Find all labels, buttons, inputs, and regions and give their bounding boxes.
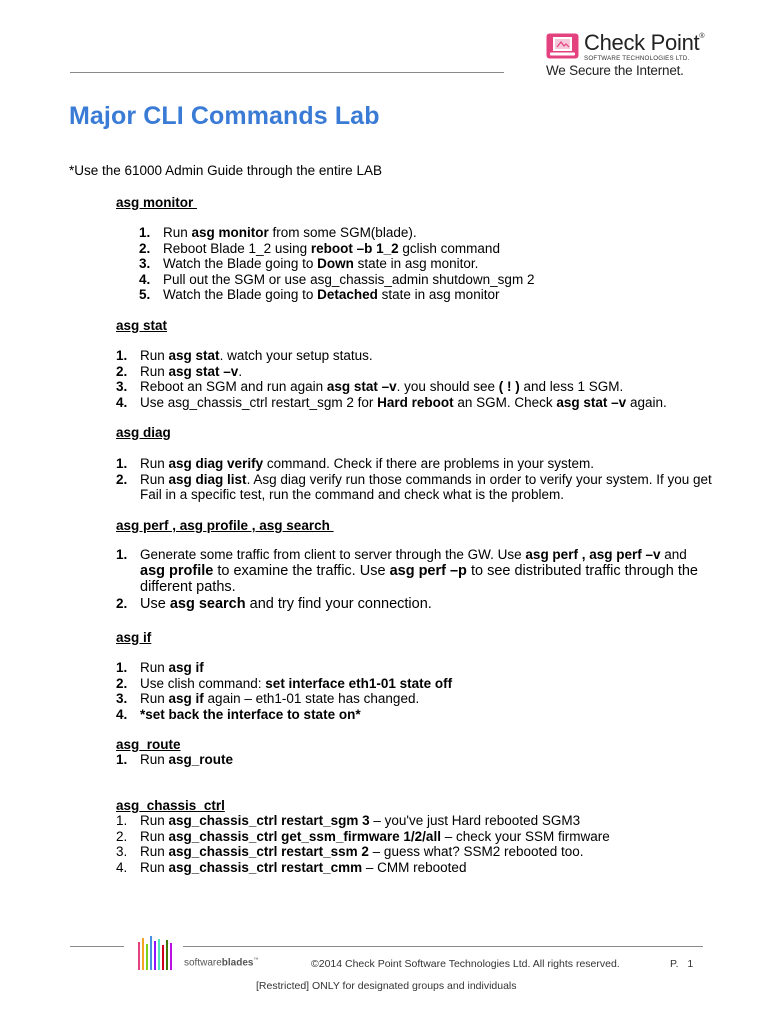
- list-item-text: Run: [140, 752, 169, 767]
- list-item-number: 2.: [116, 828, 128, 844]
- command-text: asg_chassis_ctrl restart_ssm 2: [168, 844, 369, 860]
- list-item: [139, 241, 539, 257]
- page-number: P. 1: [670, 958, 694, 970]
- command-text: asg_chassis_ctrl restart_sgm 3: [168, 813, 370, 828]
- list-asg-if: [116, 660, 716, 722]
- list-item-number: 4.: [139, 271, 151, 287]
- section-heading-asg-perf: asg perf , asg profile , asg search: [116, 518, 334, 533]
- list-item-number: 2.: [116, 471, 128, 487]
- list-item-number: 2.: [116, 595, 128, 611]
- list-item-number: 3.: [116, 844, 128, 860]
- list-item-text: Run: [140, 348, 169, 363]
- list-item-text: . Asg diag verify run those commands in order to verify your system. If you get Fail in a specific test, run the command and check what is the problem.: [140, 471, 712, 503]
- list-asg-stat: [116, 348, 716, 410]
- list-item: [139, 225, 539, 241]
- check-point-logo-icon: [546, 33, 579, 59]
- list-item-text: command. Check if there are problems in your system.: [263, 456, 594, 471]
- list-asg-perf: [116, 547, 701, 612]
- command-text: reboot –b 1_2: [310, 240, 399, 256]
- list-item-number: 3.: [116, 379, 128, 395]
- document-title: Major CLI Commands Lab: [69, 102, 380, 130]
- list-item-text: Run: [140, 828, 169, 844]
- list-item-text: Run: [140, 813, 169, 828]
- section-heading-asg-diag: asg diag: [116, 425, 171, 440]
- list-item-text: Run: [140, 859, 169, 875]
- section-heading-asg-chassis-ctrl: asg_chassis_ctrl: [116, 798, 225, 813]
- list-item-text: – check your SSM firmware: [440, 828, 610, 844]
- list-item-number: 2.: [139, 240, 151, 256]
- list-item-number: 3.: [116, 691, 128, 707]
- software-blades-bars-icon: [136, 936, 178, 972]
- list-item: [116, 813, 716, 829]
- command-text: asg diag list: [168, 471, 247, 487]
- list-item: [116, 348, 716, 364]
- command-text: *set back the interface to state on*: [140, 706, 361, 722]
- list-item-number: 1.: [116, 813, 128, 828]
- command-text: asg perf , asg perf –v: [525, 547, 661, 562]
- list-item-number: 3.: [139, 256, 151, 272]
- footer-rule-left: [70, 946, 124, 947]
- list-item-number: 4.: [116, 706, 128, 722]
- list-item: [116, 395, 716, 411]
- list-asg-route: [116, 752, 716, 768]
- list-asg-chassis-ctrl: [116, 813, 716, 875]
- list-item-number: 1.: [116, 348, 128, 363]
- section-heading-asg-if: asg if: [116, 630, 152, 645]
- section-heading-asg-stat: asg stat: [116, 318, 168, 333]
- command-text: set interface eth1-01 state off: [265, 675, 453, 691]
- list-item-text: Run: [140, 844, 169, 860]
- list-item-text: state in asg monitor.: [353, 256, 479, 272]
- list-asg-diag: [116, 456, 716, 503]
- list-item: [116, 860, 716, 876]
- restricted-notice: [Restricted] ONLY for designated groups and individuals: [256, 980, 517, 992]
- command-text: asg if: [168, 691, 204, 707]
- command-text: asg diag verify: [168, 456, 264, 471]
- list-item-text: an SGM. Check: [453, 394, 557, 410]
- command-text: asg_chassis_ctrl restart_cmm: [168, 859, 363, 875]
- list-item-text: .: [238, 363, 243, 379]
- check-point-logo: [546, 30, 706, 80]
- list-item: [116, 660, 716, 676]
- list-item-text: – CMM rebooted: [362, 859, 467, 875]
- list-item-number: 4.: [116, 394, 128, 410]
- list-item-text: – you've just Hard rebooted SGM3: [369, 813, 581, 828]
- list-item: [116, 364, 716, 380]
- list-item: [116, 676, 716, 692]
- list-item: [116, 752, 716, 768]
- list-item: [116, 691, 716, 707]
- header-rule: [70, 72, 504, 73]
- list-item-text: Reboot Blade 1_2 using: [163, 240, 311, 256]
- list-item-text: Watch the Blade going to: [163, 287, 318, 303]
- command-text: asg stat –v: [168, 363, 239, 379]
- list-item-text: again.: [626, 394, 667, 410]
- list-item: [116, 707, 716, 723]
- command-text: asg_chassis_ctrl get_ssm_firmware 1/2/all: [168, 828, 441, 844]
- list-item-text: Use: [140, 595, 170, 612]
- logo-tagline: We Secure the Internet.: [546, 63, 684, 78]
- software-blades-wordmark: softwareblades™: [184, 957, 259, 969]
- footer-rule-right: [183, 946, 703, 947]
- list-item-text: Run: [140, 363, 169, 379]
- list-item-number: 1.: [116, 547, 128, 562]
- list-item: [139, 272, 539, 288]
- command-text: asg search: [169, 595, 246, 612]
- list-item-text: Run: [163, 225, 192, 240]
- list-item: [116, 547, 701, 596]
- list-item-number: 1.: [116, 456, 128, 471]
- list-item-text: Generate some traffic from client to server through the GW. Use: [140, 547, 526, 562]
- list-item-text: Run: [140, 471, 169, 487]
- command-text: asg_route: [168, 752, 234, 767]
- logo-subtitle: SOFTWARE TECHNOLOGIES LTD.: [584, 55, 690, 62]
- list-item-text: and: [660, 547, 687, 562]
- list-item-text: Run: [140, 691, 169, 707]
- list-item-text: Pull out the SGM or use asg_chassis_admin shutdown_sgm 2: [163, 271, 535, 287]
- list-item-number: 2.: [116, 363, 128, 379]
- list-item: [116, 844, 716, 860]
- list-item: [116, 596, 701, 613]
- list-item-text: Watch the Blade going to: [163, 256, 318, 272]
- list-item-text: from some SGM(blade).: [268, 225, 417, 240]
- list-item-number: 1.: [116, 660, 128, 675]
- list-item-number: 5.: [139, 287, 151, 303]
- command-text: asg perf –p: [389, 562, 467, 579]
- list-item-text: and try find your connection.: [245, 595, 432, 612]
- command-text: asg profile: [140, 562, 214, 579]
- section-heading-asg-route: asg_route: [116, 737, 181, 752]
- command-text: asg stat: [168, 348, 220, 363]
- list-item-text: Use asg_chassis_ctrl restart_sgm 2 for: [140, 394, 378, 410]
- section-heading-asg-monitor: asg monitor: [116, 195, 198, 210]
- list-item-text: again – eth1-01 state has changed.: [203, 691, 420, 707]
- list-item: [116, 379, 716, 395]
- list-item: [139, 287, 539, 303]
- list-item-number: 1.: [116, 752, 128, 767]
- list-item-text: – guess what? SSM2 rebooted too.: [368, 844, 584, 860]
- command-text: asg if: [168, 660, 204, 675]
- list-item-text: Run: [140, 660, 169, 675]
- list-item: [116, 472, 716, 503]
- intro-text: *Use the 61000 Admin Guide through the entire LAB: [69, 163, 382, 178]
- command-text: ( ! ): [498, 379, 520, 395]
- list-item: [116, 456, 716, 472]
- list-item: [116, 829, 716, 845]
- command-text: Hard reboot: [377, 394, 454, 410]
- logo-company-name: Check Point®: [584, 30, 705, 55]
- command-text: asg stat –v: [326, 379, 397, 395]
- command-text: asg monitor: [191, 225, 269, 240]
- list-item-number: 4.: [116, 859, 128, 875]
- list-item-text: to see distributed traffic through the different paths.: [140, 562, 698, 596]
- copyright-notice: ©2014 Check Point Software Technologies Ltd. All rights reserved.: [311, 958, 620, 970]
- list-item-number: 2.: [116, 675, 128, 691]
- list-item-text: Use clish command:: [140, 675, 266, 691]
- list-item-text: state in asg monitor: [377, 287, 500, 303]
- list-item: [139, 256, 539, 272]
- list-item-text: Reboot an SGM and run again: [140, 379, 327, 395]
- list-item-text: . you should see: [396, 379, 499, 395]
- list-item-number: 1.: [139, 225, 151, 240]
- list-item-text: gclish command: [398, 240, 500, 256]
- command-text: asg stat –v: [556, 394, 627, 410]
- command-text: Detached: [317, 287, 378, 303]
- list-item-text: and less 1 SGM.: [519, 379, 624, 395]
- list-item-text: . watch your setup status.: [219, 348, 373, 363]
- list-item-text: Run: [140, 456, 169, 471]
- command-text: Down: [317, 256, 354, 272]
- list-asg-monitor: [139, 225, 539, 303]
- list-item-text: to examine the traffic. Use: [213, 562, 390, 579]
